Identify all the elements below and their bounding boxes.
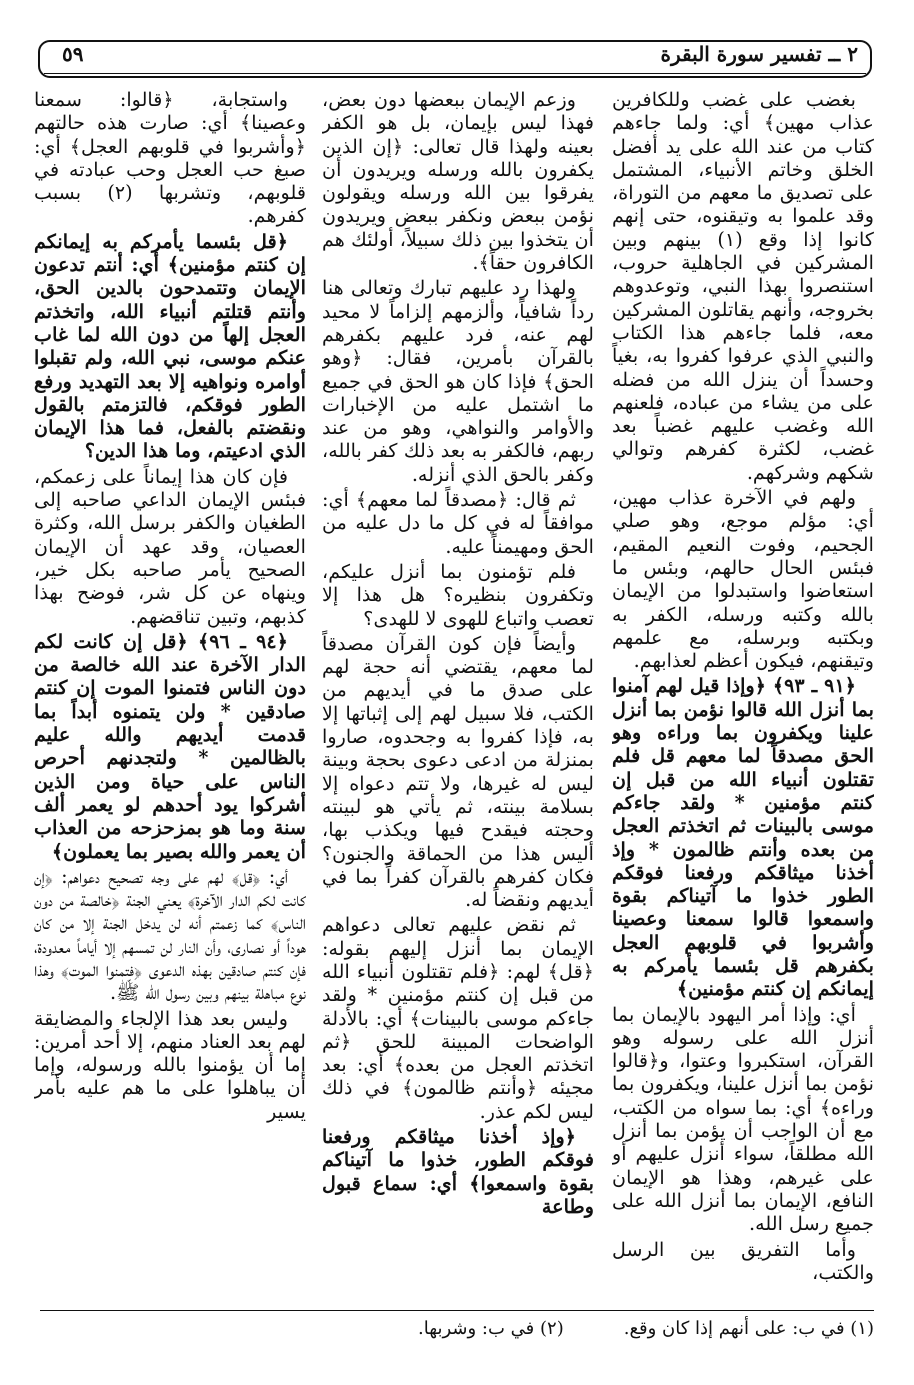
paragraph: واستجابة، ﴿قالوا: سمعنا وعصينا﴾ أي: صارت هذه حالتهم ﴿وأشربوا في قلوبهم العجل﴾ أي: صبغ حب العجل وحب عبادته في قلوبهم، وتشربها (٢) بسبب كفرهم. [34, 88, 306, 228]
column-left [34, 88, 306, 1350]
footnotes [40, 1318, 874, 1339]
paragraph: وليس بعد هذا الإلجاء والمضايقة لهم بعد العناد منهم، إلا أحد أمرين: إما أن يؤمنوا بالله ورسوله، وإما أن يباهلوا على ما هم عليه بأمر يسير [34, 1006, 306, 1123]
paragraph: ثم قال: ﴿مصدقاً لما معهم﴾ أي: موافقاً له في كل ما دل عليه من الحق ومهيمناً عليه. [322, 488, 594, 558]
verse-block: ﴿وإذ أخذنا ميثاقكم ورفعنا فوقكم الطور، خذوا ما آتيناكم بقوة واسمعوا﴾ أي: سماع قبول وطاعة [322, 1125, 594, 1218]
running-title: ٢ ــ تفسير سورة البقرة [660, 42, 858, 66]
column-right [612, 88, 874, 1350]
paragraph: وزعم الإيمان ببعضها دون بعض، فهذا ليس بإيمان، بل هو الكفر بعينه ولهذا قال تعالى: ﴿إن الذين يكفرون بالله ورسله ويريدون أن يفرقوا بين الله ورسله ويقولون نؤمن ببعض ونكفر ببعض ويريدون أن يتخذوا بين ذلك سبيلاً، أولئك هم الكافرون حقاً﴾. [322, 88, 594, 275]
verse-block: ﴿٩١ ـ ٩٣﴾ ﴿وإذا قيل لهم آمنوا بما أنزل الله قالوا نؤمن بما أنزل علينا ويكفرون بما وراءه وهو الحق مصدقاً لما معهم قل فلم تقتلون أنبياء الله من قبل إن كنتم مؤمنين * ولقد جاءكم موسى بالبينات ثم اتخذتم العجل من بعده وأنتم ظالمون * وإذ أخذنا ميثاقكم ورفعنا فوقكم الطور خذوا ما آتيناكم بقوة واسمعوا قالوا سمعنا وعصينا وأشربوا في قلوبهم العجل بكفرهم قل بئسما يأمركم به إيمانكم إن كنتم مؤمنين﴾ [612, 674, 874, 1001]
column-middle [322, 88, 594, 1350]
verse-block: ﴿قل بئسما يأمركم به إيمانكم إن كنتم مؤمنين﴾ أي: أنتم تدعون الإيمان وتتمدحون بالدين الحق، وأنتم قتلتم أنبياء الله، واتخذتم العجل إلهاً من دون الله لما غاب عنكم موسى، نبي الله، ولم تقبلوا أوامره ونواهيه إلا بعد التهديد ورفع الطور فوقكم، فالتزمتم بالقول ونقضتم بالفعل، فما هذا الإيمان الذي ادعيتم، وما هذا الدين؟ [34, 229, 306, 463]
footnote-divider [40, 1310, 874, 1311]
paragraph: ولهم في الآخرة عذاب مهين، أي: مؤلم موجع، وهو صلي الجحيم، وفوت النعيم المقيم، فبئس الحال حالهم، وبئس ما استعاضوا واستبدلوا من الإيمان بالله وكتبه ورسله، الكفر به وبكتبه وبرسله، مع علمهم وتيقنهم، فيكون أعظم لعذابهم. [612, 486, 874, 673]
footnote-2: (٢) في ب: وشربها. [417, 1318, 564, 1339]
paragraph: بغضب على غضب وللكافرين عذاب مهين﴾ أي: ولما جاءهم كتاب من عند الله على يد أفضل الخلق وخاتم الأنبياء، المشتمل على تصديق ما معهم من التوراة، وقد علموا به وتيقنوه، حتى إنهم كانوا إذا وقع (١) بينهم وبين المشركين في الجاهلية حروب، استنصروا بهذا النبي، وتوعدوهم بخروجه، وأنهم يقاتلون المشركين معه، فلما جاءهم هذا الكتاب والنبي الذي عرفوا كفروا به، بغياً وحسداً أن ينزل الله من فضله على من يشاء من عباده، فلعنهم الله وغضب عليهم غضباً بعد غضب، لكثرة كفرهم وتوالي شكهم وشركهم. [612, 88, 874, 484]
paragraph: ثم نقض عليهم تعالى دعواهم الإيمان بما أنزل إليهم بقوله: ﴿قل﴾ لهم: ﴿فلم تقتلون أنبياء الله من قبل إن كنتم مؤمنين * ولقد جاءكم موسى بالبينات﴾ أي: بالأدلة الواضحات المبينة للحق ﴿ثم اتخذتم العجل من بعده﴾ أي: بعد مجيئه ﴿وأنتم ظالمون﴾ في ذلك ليس لكم عذر. [322, 913, 594, 1123]
paragraph: وأما التفريق بين الرسل والكتب، [612, 1237, 874, 1284]
paragraph: ولهذا رد عليهم تبارك وتعالى هنا رداً شافياً، وألزمهم إلزاماً لا محيد لهم عنه، فرد عليهم بكفرهم بالقرآن بأمرين، فقال: ﴿وهو الحق﴾ فإذا كان هو الحق في جميع ما اشتمل عليه من الإخبارات والأوامر والنواهي، وهو من عند ربهم، فالكفر به بعد ذلك كفر بالله، وكفر بالحق الذي أنزله. [322, 276, 594, 486]
paragraph: أي: وإذا أمر اليهود بالإيمان بما أنزل الله على رسوله وهو القرآن، استكبروا وعتوا، و﴿قالوا نؤمن بما أنزل علينا، ويكفرون بما وراءه﴾ أي: بما سواه من الكتب، مع أن الواجب أن يؤمن بما أنزل الله مطلقاً، سواء أنزل عليهم أو على غيرهم، وهذا هو الإيمان النافع، الإيمان بما أنزل الله على جميع رسل الله. [612, 1002, 874, 1236]
verse-block: ﴿٩٤ ـ ٩٦﴾ ﴿قل إن كانت لكم الدار الآخرة عند الله خالصة من دون الناس فتمنوا الموت إن كنتم صادقين * ولن يتمنوه أبداً بما قدمت أيديهم والله عليم بالظالمين * ولتجدنهم أحرص الناس على حياة ومن الذين أشركوا يود أحدهم لو يعمر ألف سنة وما هو بمزحزحه من العذاب أن يعمر والله بصير بما يعملون﴾ [34, 629, 306, 863]
footnote-1: (١) في ب: على أنهم إذا كان وقع. [623, 1318, 874, 1339]
paragraph: وأيضاً فإن كون القرآن مصدقاً لما معهم، يقتضي أنه حجة لهم على صدق ما في أيديهم من الكتب، فلا سبيل لهم إلى إثباتها إلا به، فإذا كفروا به وجحدوه، صاروا بمنزلة من ادعى دعوى بحجة وبينة ليس له غيرها، ولا تتم دعواه إلا بسلامة بينته، ثم يأتي هو لبينته وحجته فيقدح فيها ويكذب بها، أليس هذا من الحماقة والجنون؟ فكان كفرهم بالقرآن كفراً بما في أيديهم ونقضاً له. [322, 631, 594, 912]
paragraph: أي: ﴿قل﴾ لهم على وجه تصحيح دعواهم: ﴿إن كانت لكم الدار الآخرة﴾ يعني الجنة ﴿خالصة من دون الناس﴾ كما زعمتم أنه لن يدخل الجنة إلا من كان هوداً أو نصارى، وأن النار لن تمسهم إلا أياماً معدودة، فإن كنتم صادقين بهذه الدعوى ﴿فتمنوا الموت﴾ وهذا نوع مباهلة بينهم وبين رسول الله ﷺ. [34, 864, 306, 1005]
page-number: ٥٩ [62, 42, 84, 66]
paragraph: فلم تؤمنون بما أنزل عليكم، وتكفرون بنظيره؟ هل هذا إلا تعصب واتباع للهوى لا للهدى؟ [322, 559, 594, 630]
paragraph: فإن كان هذا إيماناً على زعمكم، فبئس الإيمان الداعي صاحبه إلى الطغيان والكفر برسل الله، وكثرة العصيان، وقد عهد أن الإيمان الصحيح يأمر صاحبه بكل خير، وينهاه عن كل شر، فوضح بهذا كذبهم، وتبين تناقضهم. [34, 464, 306, 628]
